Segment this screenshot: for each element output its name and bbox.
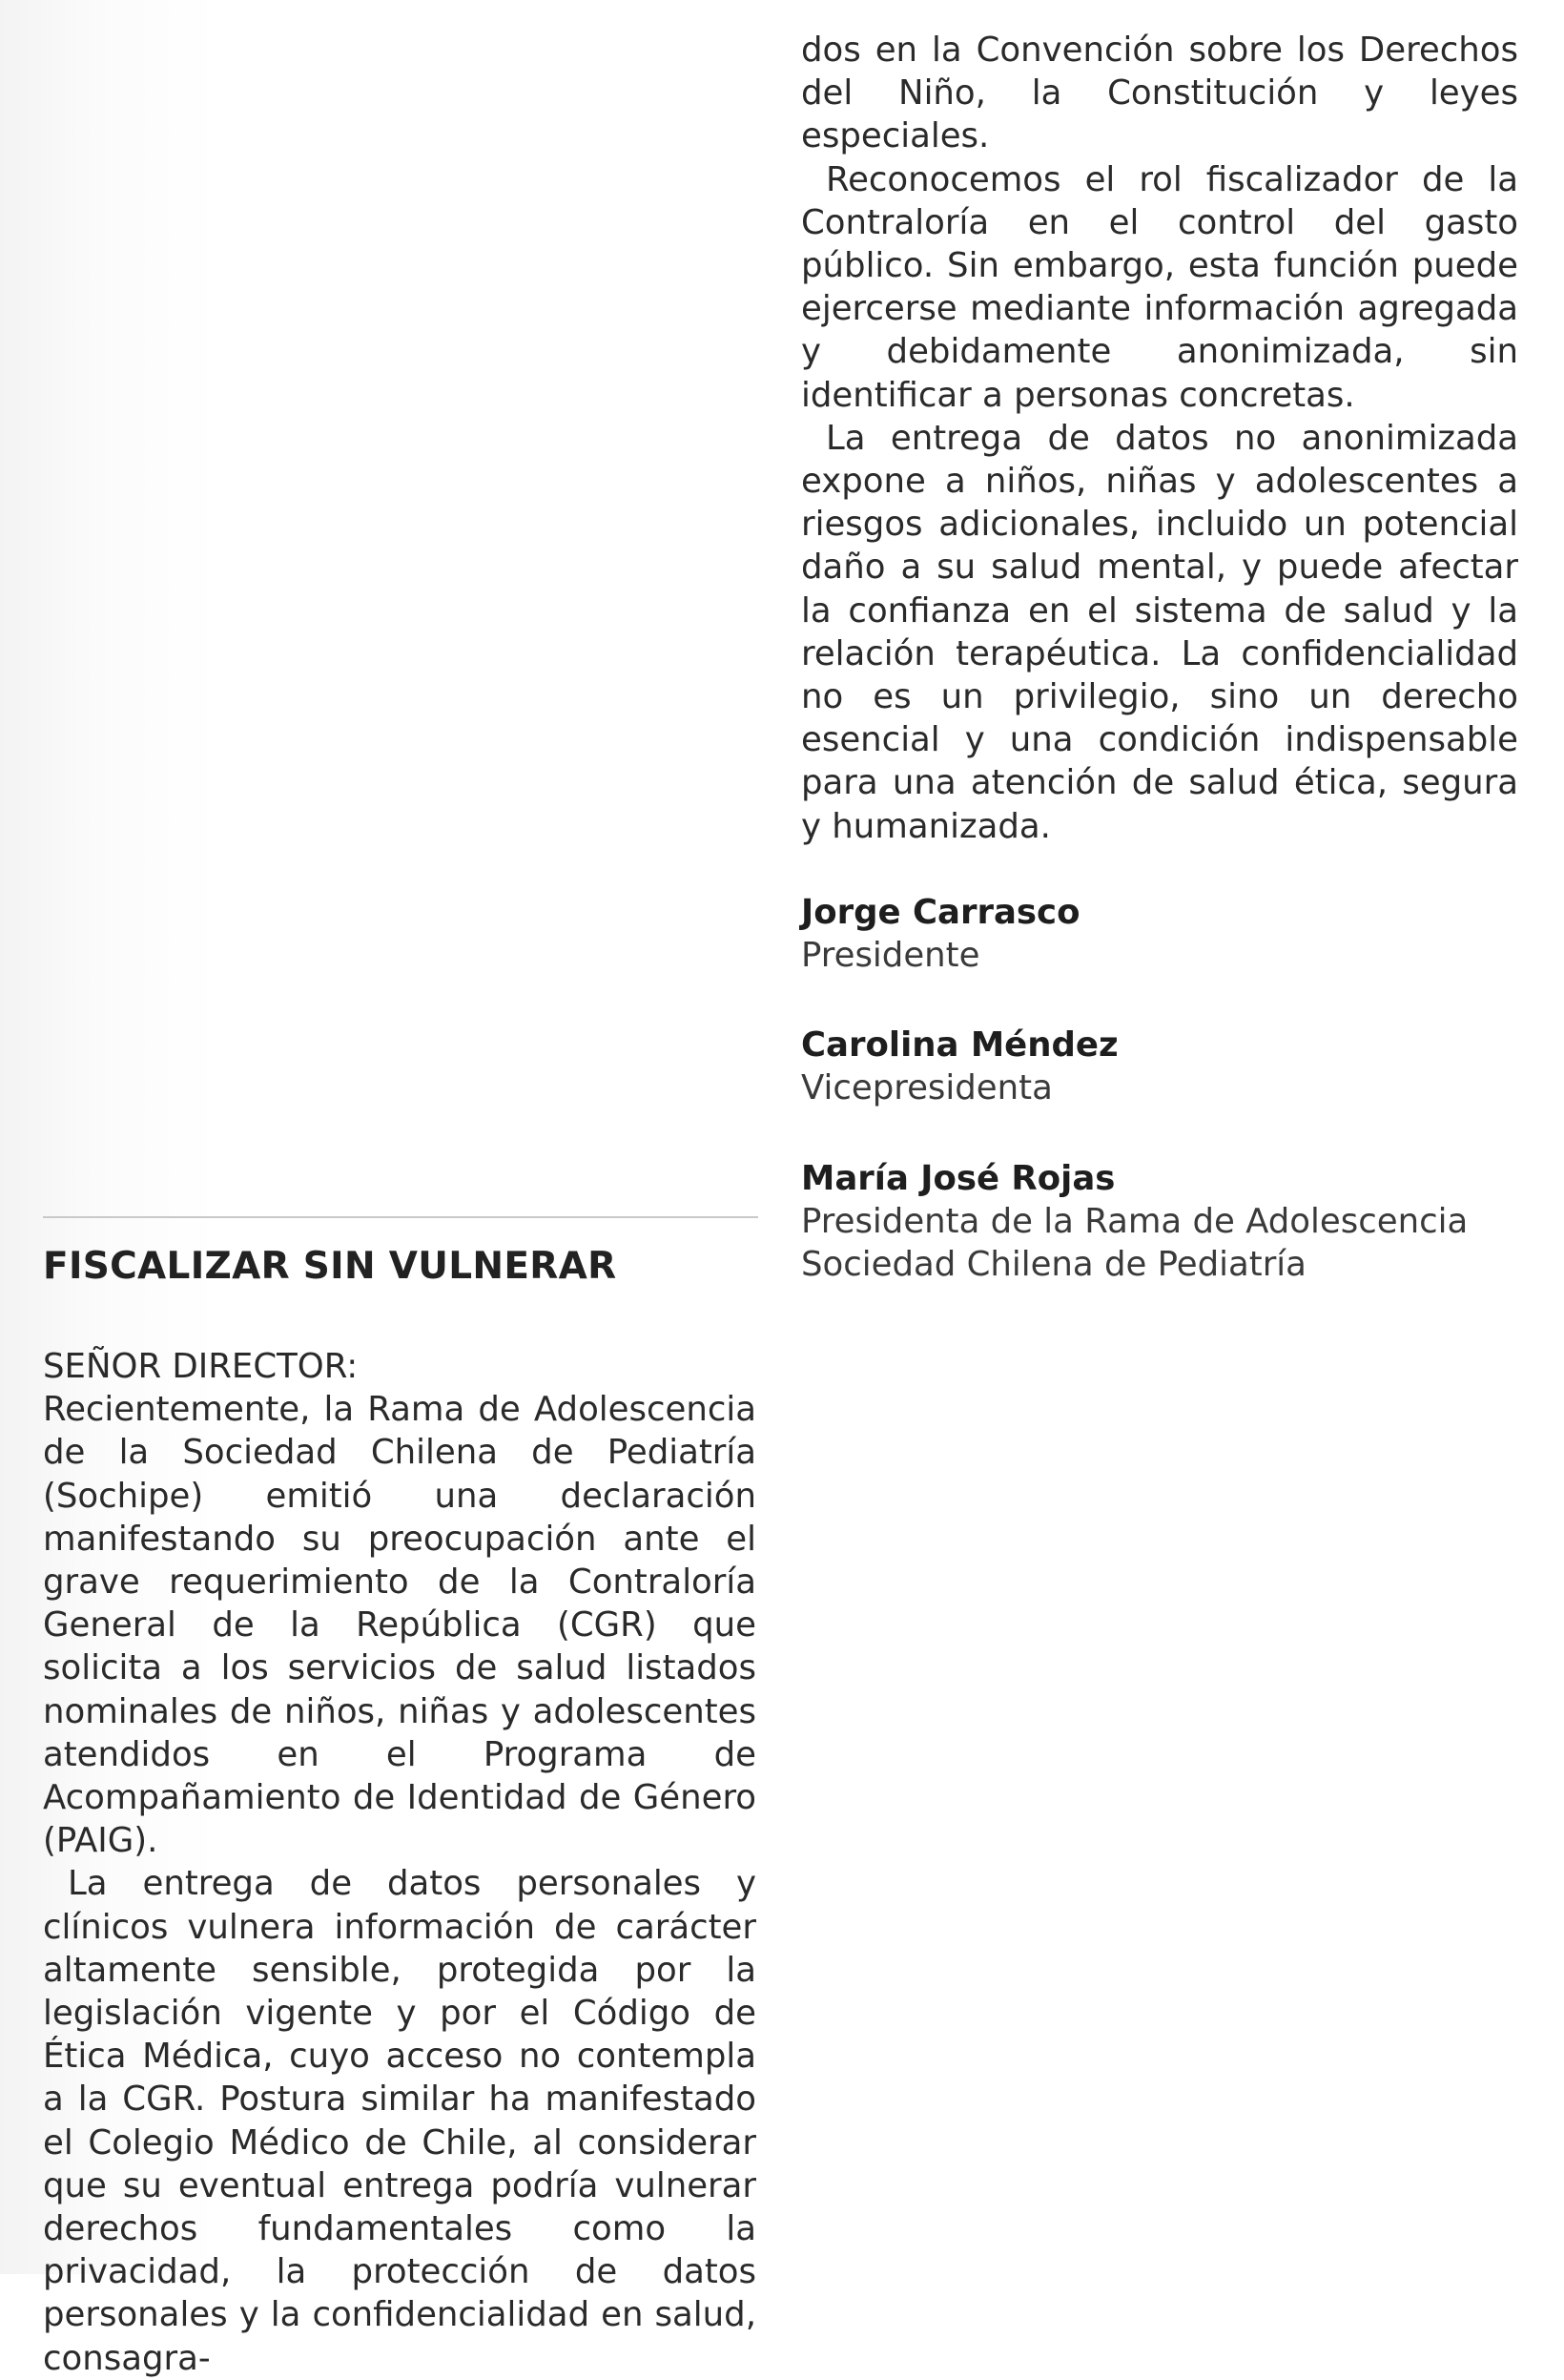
signature-block bbox=[801, 891, 1518, 977]
continuation-paragraph: dos en la Convención sobre los Derechos del Niño, la Constitución y leyes especiales. bbox=[801, 31, 1518, 156]
signatory-role: Vicepresidenta bbox=[801, 1068, 1053, 1108]
signature-block bbox=[801, 1024, 1518, 1109]
letter-continuation-column bbox=[801, 29, 1518, 1286]
letter-headline: FISCALIZAR SIN VULNERAR bbox=[43, 1245, 617, 1288]
signatory-role: Presidente bbox=[801, 936, 980, 976]
signatory-affiliation: Sociedad Chilena de Pediatría bbox=[801, 1245, 1307, 1285]
body-paragraph: Recientemente, la Rama de Adolescencia de la Sociedad Chilena de Pediatría (Sochipe) emitió una declaración manifestando su preocupación ante el grave requerimiento de la Contraloría General de la República (CGR) que solicita a los servicios de salud listados nominales de niños, niñas y adolescentes atendidos en el Programa de Acompañamiento de Identidad de Género (PAIG). bbox=[43, 1390, 756, 1861]
body-paragraph: Reconocemos el rol fiscalizador de la Contraloría en el control del gasto público. Sin embargo, esta función puede ejercerse mediante información agregada y debidamente anonimizada, sin identificar a personas concretas. bbox=[801, 159, 1518, 415]
section-divider bbox=[43, 1216, 758, 1218]
letter-start-column bbox=[43, 1345, 756, 2380]
signatory-name: Carolina Méndez bbox=[801, 1025, 1119, 1066]
signatory-name: María José Rojas bbox=[801, 1158, 1116, 1198]
signatory-role: Presidenta de la Rama de Adolescencia bbox=[801, 1201, 1469, 1241]
signatory-name: Jorge Carrasco bbox=[801, 892, 1080, 932]
body-paragraph: La entrega de datos personales y clínicos vulnera información de carácter altamente sensible, protegida por la legislación vigente y por el Código de Ética Médica, cuyo acceso no contempla a la CGR. Postura similar ha manifestado el Colegio Médico de Chile, al considerar que su eventual entrega podría vulnerar derechos fundamentales como la privacidad, la protección de datos personales y la confidencialidad en salud, consagra- bbox=[43, 1864, 756, 2378]
signature-block bbox=[801, 1157, 1518, 1287]
body-paragraph: La entrega de datos no anonimizada expone a niños, niñas y adolescentes a riesgos adicionales, incluido un potencial daño a su salud mental, y puede afectar la confianza en el sistema de salud y la relación terapéutica. La confidencialidad no es un privilegio, sino un derecho esencial y una condición indispensable para una atención de salud ética, segura y humanizada. bbox=[801, 418, 1518, 846]
salutation: SEÑOR DIRECTOR: bbox=[43, 1347, 359, 1386]
